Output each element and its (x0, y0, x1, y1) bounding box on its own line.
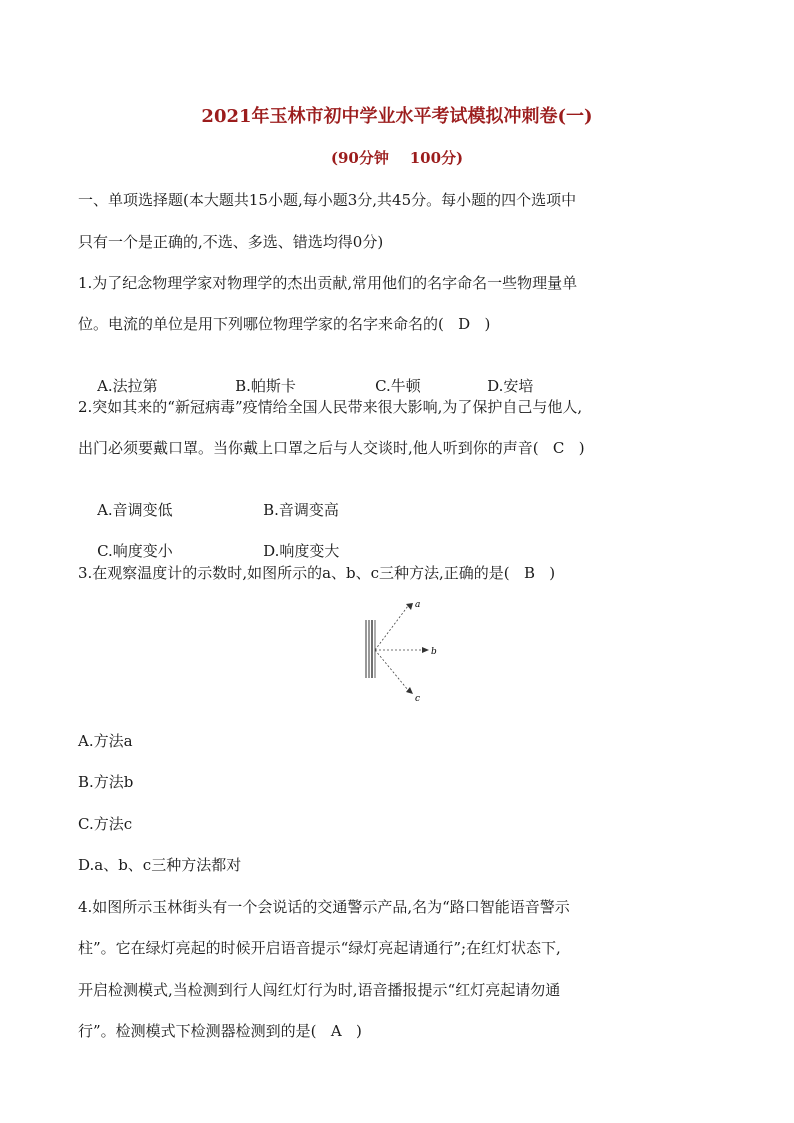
thermometer-scale (366, 620, 375, 678)
figure-label-a: a (415, 600, 421, 610)
question-4-line-3: 开启检测模式,当检测到行人闯红灯行为时,语音播报提示“红灯亮起请勿通 (78, 981, 561, 999)
thermometer-viewing-figure (362, 598, 442, 706)
question-3-option-a: A.方法a (78, 732, 133, 750)
question-4-line-1: 4.如图所示玉林街头有一个会说话的交通警示产品,名为“路口智能语音警示 (78, 898, 570, 916)
question-1-line-2: 位。电流的单位是用下列哪位物理学家的名字来命名的( D ) (78, 315, 491, 333)
question-2-option-c: C.响度变小 (97, 542, 173, 560)
question-1-option-a: A.法拉第 (97, 377, 158, 395)
sight-line-a (375, 606, 408, 650)
exam-subtitle: (90分钟 100分) (330, 149, 464, 167)
question-1-option-b: B.帕斯卡 (235, 377, 296, 395)
question-3-line-1: 3.在观察温度计的示数时,如图所示的a、b、c三种方法,正确的是( B ) (78, 564, 556, 582)
question-3-option-b: B.方法b (78, 773, 134, 791)
sight-line-c (375, 650, 408, 690)
question-2-option-d: D.响度变大 (263, 542, 340, 560)
exam-title: 2021年玉林市初中学业水平考试模拟冲刺卷(一) (201, 106, 593, 127)
eye-icon-b (422, 647, 429, 653)
question-2-option-a: A.音调变低 (97, 501, 173, 519)
question-3-option-c: C.方法c (78, 815, 133, 833)
eye-icon-c (406, 687, 413, 694)
question-3-option-d: D.a、b、c三种方法都对 (78, 856, 242, 874)
question-4-line-4: 行”。检测模式下检测器检测到的是( A ) (78, 1022, 362, 1040)
figure-label-b: b (431, 647, 437, 657)
section-instruction-line-2: 只有一个是正确的,不选、多选、错选均得0分) (78, 233, 384, 251)
question-2-line-1: 2.突如其来的“新冠病毒”疫情给全国人民带来很大影响,为了保护自己与他人, (78, 398, 583, 416)
question-4-line-2: 柱”。它在绿灯亮起的时候开启语音提示“绿灯亮起请通行”;在红灯状态下, (78, 939, 561, 957)
question-1-option-c: C.牛顿 (375, 377, 421, 395)
section-instruction-line-1: 一、单项选择题(本大题共15小题,每小题3分,共45分。每小题的四个选项中 (78, 191, 577, 209)
question-1-line-1: 1.为了纪念物理学家对物理学的杰出贡献,常用他们的名字命名一些物理量单 (78, 274, 578, 292)
figure-label-c: c (415, 694, 421, 704)
question-2-option-b: B.音调变高 (263, 501, 339, 519)
question-2-line-2: 出门必须要戴口罩。当你戴上口罩之后与人交谈时,他人听到你的声音( C ) (78, 439, 585, 457)
question-1-option-d: D.安培 (487, 377, 534, 395)
eye-icon-a (406, 603, 413, 610)
